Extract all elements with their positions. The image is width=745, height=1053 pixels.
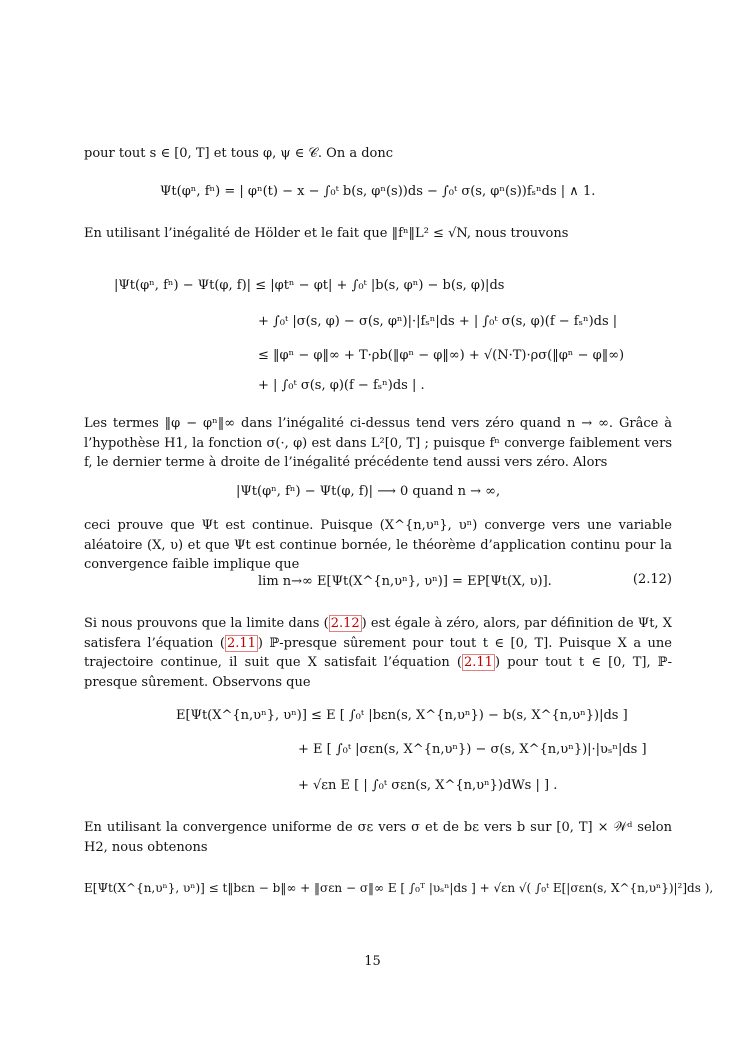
equation-label-2-12: (2.12) — [632, 572, 672, 587]
reference-link-2-12[interactable]: 2.12 — [330, 616, 360, 631]
paragraph-limit-text-c: ℙ-presque sûrement pour tout t ∈ [0, T]. Puisque X a une trajectoire continue, il suit que X satisfait l’équation — [84, 635, 672, 670]
inequality-line-3: ≤ ‖φⁿ − φ‖∞ + T·ρb(‖φⁿ − φ‖∞) + √(N·T)·ρσ(‖φⁿ − φ‖∞) — [258, 348, 625, 363]
expectation-line-2: + E [ ∫₀ᵗ |σεn(s, X^{n,υⁿ}) − σ(s, X^{n,υⁿ})|·|υₛⁿ|ds ] — [298, 742, 647, 757]
paragraph-holder: En utilisant l’inégalité de Hölder et le fait que ‖fⁿ‖L² ≤ √N, nous trouvons — [84, 226, 569, 241]
equation-2-12: lim n→∞ E[Ψt(X^{n,υⁿ}, υⁿ)] = EP[Ψt(X, υ)]. — [258, 574, 552, 589]
expectation-line-3: + √εn E [ | ∫₀ᵗ σεn(s, X^{n,υⁿ})dWs | ] . — [298, 778, 558, 793]
paragraph-intro: pour tout s ∈ [0, T] et tous φ, ψ ∈ 𝒞. On a donc — [84, 146, 394, 161]
inequality-line-1: |Ψt(φⁿ, fⁿ) − Ψt(φ, f)| ≤ |φtⁿ − φt| + ∫₀ᵗ |b(s, φⁿ) − b(s, φ)|ds — [114, 278, 505, 293]
paragraph-limit-text-a: Si nous prouvons que la limite dans — [84, 616, 324, 631]
equation-final-bound: E[Ψt(X^{n,υⁿ}, υⁿ)] ≤ t‖bεn − b‖∞ + ‖σεn − σ‖∞ E [ ∫₀ᵀ |υₛⁿ|ds ] + √εn √( ∫₀ᵗ E[|σεn(s, X^{n,υⁿ})|²]ds ), — [84, 881, 714, 895]
paragraph-limit: Si nous prouvons que la limite dans ( 2.12 ) est égale à zéro, alors, par définition de Ψt, X satisfera l’équation ( 2.11 ) ℙ-presque sûrement pour tout t ∈ [0, T]. Puisque X a une trajectoire continue, il suit que X satisfait l’équation ( 2.11 ) pour tout t ∈ [0, T], ℙ-presque sûrement. Observons que — [84, 616, 672, 690]
expectation-line-1: E[Ψt(X^{n,υⁿ}, υⁿ)] ≤ E [ ∫₀ᵗ |bεn(s, X^{n,υⁿ}) − b(s, X^{n,υⁿ})|ds ] — [176, 708, 628, 723]
paragraph-uniform-convergence: En utilisant la convergence uniforme de σε vers σ et de bε vers b sur [0, T] × 𝒲ᵈ selon H2, nous obtenons — [84, 820, 672, 855]
reference-link-2-11[interactable]: 2.11 — [226, 635, 256, 651]
reference-link-2-11-second[interactable]: 2.11 — [464, 655, 493, 670]
inequality-line-4: + | ∫₀ᵗ σ(s, φ)(f − fₛⁿ)ds | . — [258, 378, 425, 393]
paragraph-limit-text-d: pour tout t ∈ [0, T], ℙ-presque sûrement. Observons que — [84, 655, 672, 690]
equation-psi-definition: Ψt(φⁿ, fⁿ) = | φⁿ(t) − x − ∫₀ᵗ b(s, φⁿ(s))ds − ∫₀ᵗ σ(s, φⁿ(s))fₛⁿds | ∧ 1. — [160, 184, 596, 199]
inequality-line-2: + ∫₀ᵗ |σ(s, φ) − σ(s, φⁿ)|·|fₛⁿ|ds + | ∫₀ᵗ σ(s, φ)(f − fₛⁿ)ds | — [258, 314, 618, 329]
paragraph-convergence: Les termes ‖φ − φⁿ‖∞ dans l’inégalité ci-dessus tend vers zéro quand n → ∞. Grâce à l’hypothèse H1, la fonction σ(·, φ) est dans L²[0, T] ; puisque fⁿ converge faiblement vers f, le dernier terme à droite de l’inégalité précédente tend aussi vers zéro. Alors — [84, 416, 672, 470]
page-number: 15 — [364, 954, 381, 969]
paragraph-limit-text-b: est égale à zéro, alors, par définition de Ψt, X satisfera l’équation — [84, 616, 672, 651]
paragraph-continuity: ceci prouve que Ψt est continue. Puisque (X^{n,υⁿ}, υⁿ) converge vers une variable aléatoire (X, υ) et que Ψt est continue bornée, le théorème d’application continu pour la convergence faible implique que — [84, 518, 672, 572]
equation-convergence: |Ψt(φⁿ, fⁿ) − Ψt(φ, f)| ⟶ 0 quand n → ∞, — [236, 484, 501, 499]
